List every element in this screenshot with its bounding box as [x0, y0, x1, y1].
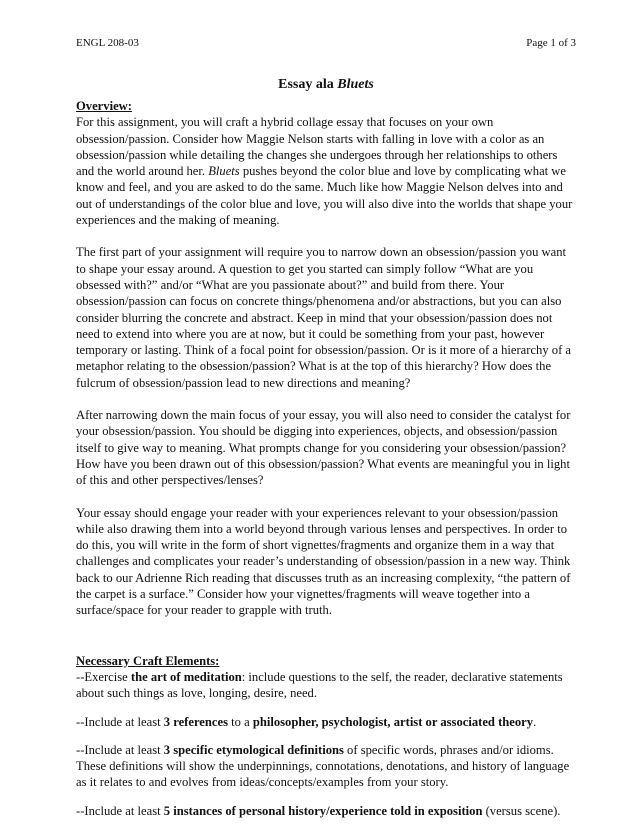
- title-book: Bluets: [337, 77, 374, 92]
- craft-item-2-bold-2: philosopher, psychologist, artist or associated theory: [252, 714, 534, 729]
- craft-heading: Necessary Craft Elements:: [76, 653, 220, 668]
- title-prefix: Essay ala: [278, 77, 338, 92]
- craft-item-4: [76, 803, 576, 819]
- overview-paragraph-2: The first part of your assignment will require you to narrow down an obsession/passion you want to shape your essay around. A question to get you started can simply follow “What are you obsessed with?” and/or “What are you passionate about?” and build from there. Your obsession/passion can focus on concrete things/phenomena and/or abstractions, but you can also consider blurring the concrete and abstract. Keep in mind that your obsession/passion does not need to extend into where you are at now, but it could be something from your past, however temporary or lasting. Think of a focal point for obsession/passion. Or is it more of a hierarchy of a metaphor relating to the obsession/passion? What is at the top of this hierarchy? How does the fulcrum of obsession/passion lead to new directions and meaning?: [76, 245, 571, 390]
- craft-item-2-post: .: [533, 714, 537, 729]
- overview-paragraph-1: [76, 114, 576, 228]
- craft-item-1-pre: --Exercise: [76, 669, 131, 684]
- craft-item-1-bold: the art of meditation: [130, 669, 242, 684]
- overview-paragraph-3: After narrowing down the main focus of your essay, you will also need to consider the catalyst for your obsession/passion. You should be digging into experiences, objects, and obsession/passion itself to give way to meaning. What prompts change for you considering your obsession/passion? How have you been drawn out of this obsession/passion? What events are meaningful you in light of this and other perspectives/lenses?: [76, 408, 571, 488]
- document-page: [76, 36, 576, 831]
- craft-item-4-post: (versus scene).: [482, 803, 561, 818]
- craft-item-3-pre: --Include at least: [76, 742, 164, 757]
- page-number: Page 1 of 3: [526, 37, 576, 49]
- overview-paragraph-4: Your essay should engage your reader with your experiences relevant to your obsession/passion while also drawing them into a world beyond through various lenses and perspectives. In order to do this, you will write in the form of short vignettes/fragments and organize them in a way that challenges and complicates your reader’s understanding of obsession/passion in a new way. Think back to our Adrienne Rich reading that discusses truth as an increasing complexity, “the pattern of the carpet is a surface.” Consider how your vignettes/fragments will weave together into a surface/space for your reader to grapple with truth.: [76, 505, 571, 618]
- page-header: [76, 36, 576, 50]
- craft-item-2-pre: --Include at least: [76, 714, 164, 729]
- craft-item-2: [76, 714, 576, 730]
- craft-section: [76, 653, 576, 819]
- document-title: [76, 76, 576, 94]
- craft-item-3: [76, 742, 576, 791]
- craft-item-1-post: : include questions to the self, the reader, declarative statements about such things as love, longing, desire, need.: [76, 669, 563, 701]
- section-spacer: [76, 635, 576, 653]
- overview-section: [76, 98, 576, 619]
- craft-item-1: [76, 669, 576, 702]
- craft-item-3-bold: 3 specific etymological definitions: [163, 742, 344, 757]
- overview-heading: Overview:: [76, 99, 132, 113]
- overview-p1-book: Bluets: [208, 164, 240, 179]
- craft-item-2-bold-1: 3 references: [163, 714, 228, 729]
- course-code: ENGL 208-03: [76, 37, 139, 49]
- craft-item-4-bold: 5 instances of personal history/experience told in exposition: [163, 803, 483, 818]
- overview-p1-text-b: pushes beyond the color blue and love by complicating what we know and feel, and you are asked to do the same. Much like how Maggie Nelson delves into and out of understandings of the color blue and love, you will also dive into the worlds that shape your experiences and the making of meaning.: [76, 164, 573, 228]
- craft-item-3-post: of specific words, phrases and/or idioms. These definitions will show the underpinnings, connotations, denotations, and history of language as it relates to and evolves from ideas/concepts/examples from your story.: [76, 742, 570, 790]
- craft-item-2-mid: to a: [227, 714, 253, 729]
- craft-item-4-pre: --Include at least: [76, 803, 164, 818]
- overview-p1-text-a: For this assignment, you will craft a hybrid collage essay that focuses on your own obsession/passion. Consider how Maggie Nelson starts with falling in love with a color as an obsession/passion while detailing the changes she undergoes through her relationships to others and the world around her.: [76, 115, 558, 179]
